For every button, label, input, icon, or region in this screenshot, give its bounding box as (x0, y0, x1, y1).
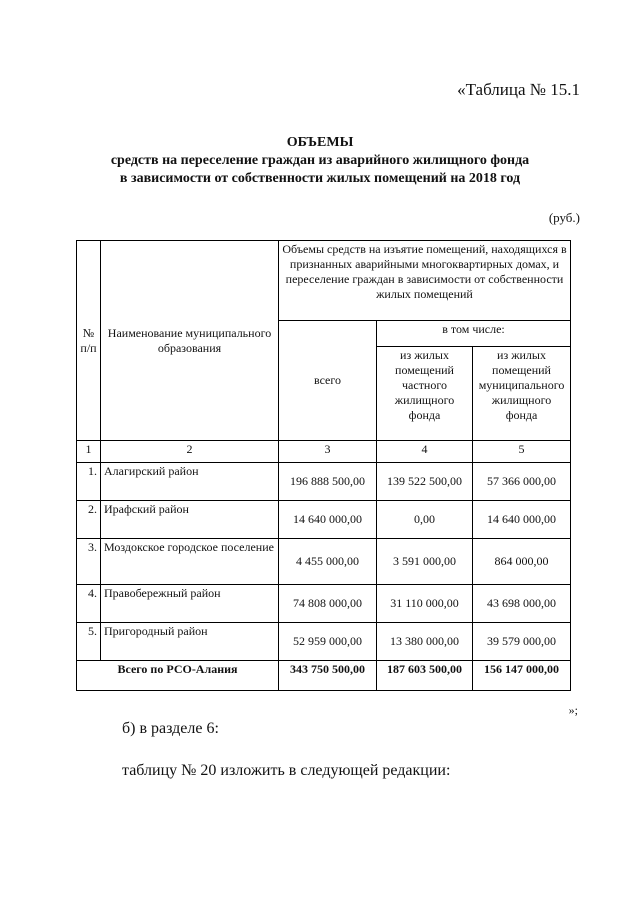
unit-label: (руб.) (548, 210, 580, 225)
row-private: 13 380 000,00 (377, 623, 473, 661)
row-private: 0,00 (377, 501, 473, 539)
row-name: Пригородный район (101, 623, 279, 661)
table-row (77, 585, 571, 623)
volumes-table (76, 240, 571, 691)
col-header-name: Наименование муниципального образования (101, 241, 279, 441)
row-no: 2. (77, 501, 101, 539)
row-private: 31 110 000,00 (377, 585, 473, 623)
col-header-municipal: из жилых помещений муниципального жилищного фонда (473, 347, 571, 441)
row-municipal: 57 366 000,00 (473, 463, 571, 501)
title-line-1: ОБЪЕМЫ (286, 135, 354, 150)
column-numbers-row (77, 441, 571, 463)
row-name: Ирафский район (101, 501, 279, 539)
row-no: 3. (77, 539, 101, 585)
table-row (77, 501, 571, 539)
total-private: 187 603 500,00 (377, 661, 473, 691)
row-total: 4 455 000,00 (279, 539, 377, 585)
row-total: 196 888 500,00 (279, 463, 377, 501)
table-header-row-1 (77, 241, 571, 321)
table-row (77, 539, 571, 585)
col-number-4: 4 (377, 441, 473, 463)
total-row (77, 661, 571, 691)
row-total: 14 640 000,00 (279, 501, 377, 539)
col-header-group: Объемы средств на изъятие помещений, находящихся в признанных аварийными многоквартирных домах, и переселение граждан в зависимости от собственности жилых помещений (279, 241, 571, 321)
row-total: 74 808 000,00 (279, 585, 377, 623)
row-municipal: 864 000,00 (473, 539, 571, 585)
row-name: Правобережный район (101, 585, 279, 623)
col-header-private: из жилых помещений частного жилищного фонда (377, 347, 473, 441)
total-municipal: 156 147 000,00 (473, 661, 571, 691)
row-municipal: 14 640 000,00 (473, 501, 571, 539)
row-private: 3 591 000,00 (377, 539, 473, 585)
row-total: 52 959 000,00 (279, 623, 377, 661)
table-number: «Таблица № 15.1 (457, 80, 580, 99)
row-no: 5. (77, 623, 101, 661)
total-sum: 343 750 500,00 (279, 661, 377, 691)
row-private: 139 522 500,00 (377, 463, 473, 501)
title-line-3: в зависимости от собственности жилых помещений на 2018 год (119, 171, 521, 186)
title-line-2: средств на переселение граждан из аварийного жилищного фонда (110, 153, 530, 168)
row-name: Моздокское городское поселение (101, 539, 279, 585)
col-number-3: 3 (279, 441, 377, 463)
row-no: 4. (77, 585, 101, 623)
col-number-5: 5 (473, 441, 571, 463)
col-number-2: 2 (101, 441, 279, 463)
paragraph-section-6: б) в разделе 6: (122, 720, 219, 737)
row-municipal: 39 579 000,00 (473, 623, 571, 661)
col-header-including: в том числе: (377, 321, 571, 347)
table-row (77, 623, 571, 661)
total-label: Всего по РСО-Алания (77, 661, 279, 691)
row-municipal: 43 698 000,00 (473, 585, 571, 623)
row-name: Алагирский район (101, 463, 279, 501)
col-header-total: всего (279, 321, 377, 441)
paragraph-table-20: таблицу № 20 изложить в следующей редакции: (122, 762, 451, 779)
col-number-1: 1 (77, 441, 101, 463)
col-header-no: № п/п (77, 241, 101, 441)
close-quote: »; (568, 703, 578, 717)
row-no: 1. (77, 463, 101, 501)
table-row (77, 463, 571, 501)
